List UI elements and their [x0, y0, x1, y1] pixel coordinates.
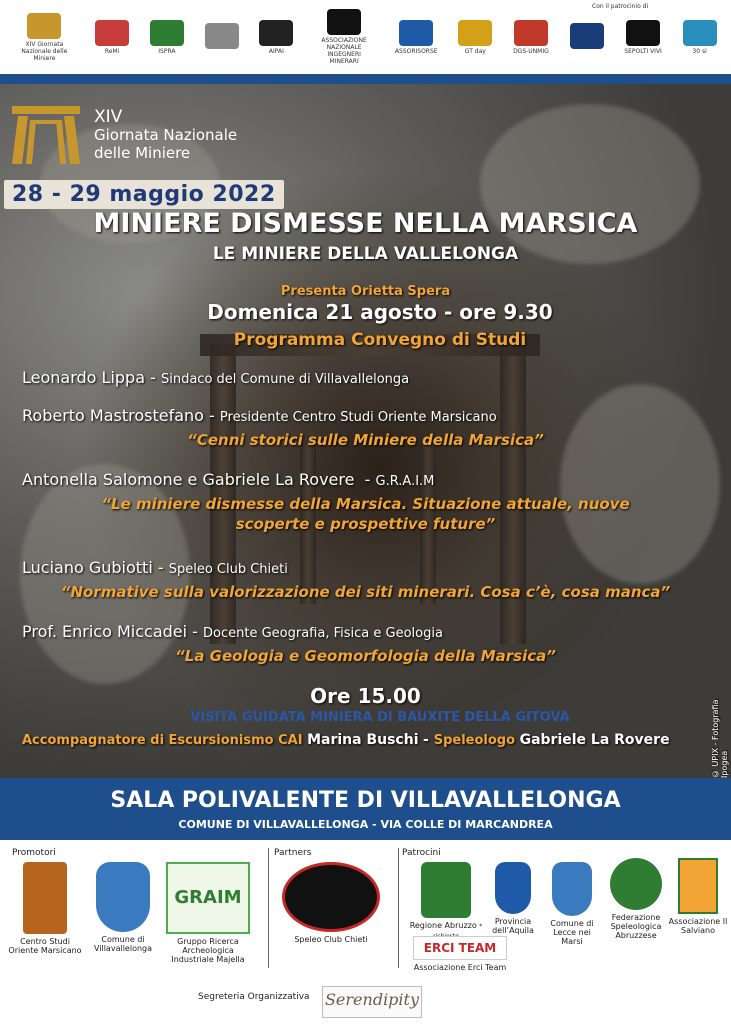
patrocinio-federazione: Federazione Speleologica Abruzzese	[604, 858, 668, 940]
logo-caption: ReMi	[104, 47, 120, 55]
speaker-role: Speleo Club Chieti	[168, 562, 288, 577]
erci-team-logo: ERCI TEAM	[413, 936, 507, 960]
sepolti-vivi-logo	[624, 20, 662, 55]
guided-visit: VISITA GUIDATA MINIERA DI BAUXITE DELLA GITOVA	[190, 710, 570, 725]
speaker-name: Prof. Enrico Miccadei	[22, 622, 188, 641]
assorisorse-logo	[395, 20, 438, 55]
logo-caption: SEPOLTI VIVI	[624, 47, 662, 55]
guide-name: Marina Buschi	[307, 732, 419, 748]
promotori-label: Promotori	[12, 848, 56, 858]
giornata-miniere-logo-mark	[27, 13, 61, 39]
guide-name: Gabriele La Rovere	[519, 732, 670, 748]
logo-caption: ASSOCIAZIONE NAZIONALE INGEGNERI MINERARI	[321, 37, 367, 65]
speaker-role: Docente Geografia, Fisica e Geologia	[203, 626, 443, 641]
dgs-unmig-logo	[513, 20, 549, 55]
anim-logo-mark	[327, 9, 361, 35]
centro-studi-logo	[23, 862, 67, 934]
talk-title: “La Geologia e Geomorfologia della Marsica”	[175, 647, 556, 665]
il-salviano-logo	[678, 858, 718, 914]
talk-title: “Cenni storici sulle Miniere della Marsica”	[187, 431, 544, 449]
guides: Accompagnatore di Escursionismo CAI Marina Buschi - Speleologo Gabriele La Rovere	[22, 732, 670, 748]
guide-role: Speleologo	[433, 733, 516, 748]
talk-title-cont: scoperte e prospettive future”	[235, 515, 496, 533]
divider	[268, 848, 269, 968]
ispra-logo	[150, 20, 184, 55]
patrocinio-provincia: Provincia dell’Aquila	[484, 862, 542, 935]
logo-caption: AIPAI	[268, 47, 284, 55]
afternoon-time: Ore 15.00	[310, 684, 421, 708]
patrocini-label: Patrocini	[402, 848, 441, 858]
gt-day-logo-mark	[458, 20, 492, 46]
federazione-speleologica-logo	[610, 858, 662, 910]
speaker-row: Roberto Mastrostefano - Presidente Centro Studi Oriente Marsicano	[22, 406, 497, 425]
patrocinio-salviano: Associazione Il Salviano	[668, 858, 728, 935]
assorisorse-logo-mark	[399, 20, 433, 46]
villavallelonga-crest	[96, 862, 150, 932]
patrocinio-erci: ERCI TEAM Associazione Erci Team	[410, 936, 510, 972]
speaker-row: Prof. Enrico Miccadei - Docente Geografia, Fisica e Geologia	[22, 622, 443, 641]
speaker-name: Leonardo Lippa	[22, 368, 146, 387]
anim-logo	[314, 9, 374, 65]
venue-name: SALA POLIVALENTE DI VILLAVALLELONGA	[110, 788, 621, 813]
presenter: Presenta Orietta Spera	[280, 284, 451, 299]
event-number: XIV	[94, 107, 123, 127]
speaker-name: Luciano Gubiotti	[22, 558, 153, 577]
remi-logo-mark	[95, 20, 129, 46]
europass-logo-mark	[570, 23, 604, 49]
speaker-role: Sindaco del Comune di Villavallelonga	[160, 372, 410, 387]
event-name-line2: delle Miniere	[94, 144, 191, 162]
patrimonio-geologico-logo	[683, 20, 717, 55]
event-dates: 28 - 29 maggio 2022	[4, 180, 284, 209]
logo-caption: ISPRA	[158, 47, 176, 55]
venue-address: COMUNE DI VILLAVALLELONGA - VIA COLLE DI MARCANDREA	[178, 818, 553, 831]
speaker-name: Roberto Mastrostefano	[22, 406, 204, 425]
ispra-logo-mark	[150, 20, 184, 46]
regione-abruzzo-logo	[421, 862, 471, 918]
mine-arch-icon	[10, 102, 82, 168]
aipai-logo	[259, 20, 293, 55]
main-title: MINIERE DISMESSE NELLA MARSICA	[93, 208, 638, 239]
provincia-aquila-crest	[495, 862, 531, 914]
speaker-role: G.R.A.I.M	[375, 474, 435, 489]
logo-caption: XIV Giornata Nazionale delle Miniere	[21, 40, 68, 62]
speaker-row: Antonella Salomone e Gabriele La Rovere - G.R.A.I.M	[22, 470, 435, 489]
logo-caption: 30 si	[692, 47, 707, 55]
poster-photo-area	[0, 84, 731, 778]
talk-title: “Normative sulla valorizzazione dei siti minerari. Cosa c’è, cosa manca”	[60, 583, 671, 601]
promotore-graim: GRAIM Gruppo Ricerca Archeologica Industriale Majella	[162, 862, 254, 964]
logo-caption: DGS-UNMIG	[513, 47, 549, 55]
speaker-name: Antonella Salomone e Gabriele La Rovere	[22, 470, 355, 489]
patrimonio-geologico-logo-mark	[683, 20, 717, 46]
gt-day-logo	[458, 20, 492, 55]
photo-credit: © UPIX - Fotografia Ipogea	[711, 699, 729, 778]
patrocinio-regione: Regione Abruzzo *	[408, 862, 484, 941]
graim-logo: GRAIM	[166, 862, 250, 934]
lecce-nei-marsi-crest	[552, 862, 592, 916]
talk-title: “Le miniere dismesse della Marsica. Situazione attuale, nuove	[101, 495, 630, 513]
partners-label: Partners	[274, 848, 312, 858]
dgs-unmig-logo-mark	[514, 20, 548, 46]
hexagon-network-logo	[205, 23, 239, 51]
patrocinio-lecce: Comune di Lecce nei Marsi	[542, 862, 602, 946]
program-label: Programma Convegno di Studi	[233, 330, 527, 350]
sepolti-vivi-logo-mark	[626, 20, 660, 46]
secretariat-label: Segreteria Organizzativa	[198, 992, 310, 1002]
promotore-comune: Comune di Villavallelonga	[88, 862, 158, 953]
subtitle: LE MINIERE DELLA VALLELONGA	[212, 244, 519, 264]
organizers-panel	[0, 840, 731, 1024]
speleo-club-chieti-logo	[282, 862, 380, 932]
partner-speleo-club: Speleo Club Chieti	[278, 862, 384, 944]
sponsor-logo-bar	[0, 0, 731, 74]
event-name-line1: Giornata Nazionale	[94, 126, 238, 144]
guide-role: Accompagnatore di Escursionismo CAI	[22, 733, 303, 748]
speaker-role: Presidente Centro Studi Oriente Marsicano	[219, 410, 497, 425]
speaker-row: Leonardo Lippa - Sindaco del Comune di Villavallelonga	[22, 368, 410, 387]
aipai-logo-mark	[259, 20, 293, 46]
event-logo	[10, 102, 237, 168]
logo-caption: GT day	[464, 47, 486, 55]
hexagon-network-logo-mark	[205, 23, 239, 49]
session-time: Domenica 21 agosto - ore 9.30	[207, 300, 553, 324]
promotore-centro-studi: Centro Studi Oriente Marsicano	[4, 862, 86, 955]
serendipity-logo: Serendipity	[322, 986, 422, 1018]
europass-logo	[570, 23, 604, 51]
speaker-row: Luciano Gubiotti - Speleo Club Chieti	[22, 558, 288, 577]
logo-caption: ASSORISORSE	[394, 47, 438, 55]
divider	[398, 848, 399, 968]
patronage-label: Con il patrocinio di	[592, 3, 649, 10]
giornata-miniere-logo	[14, 13, 74, 62]
remi-logo	[95, 20, 129, 55]
